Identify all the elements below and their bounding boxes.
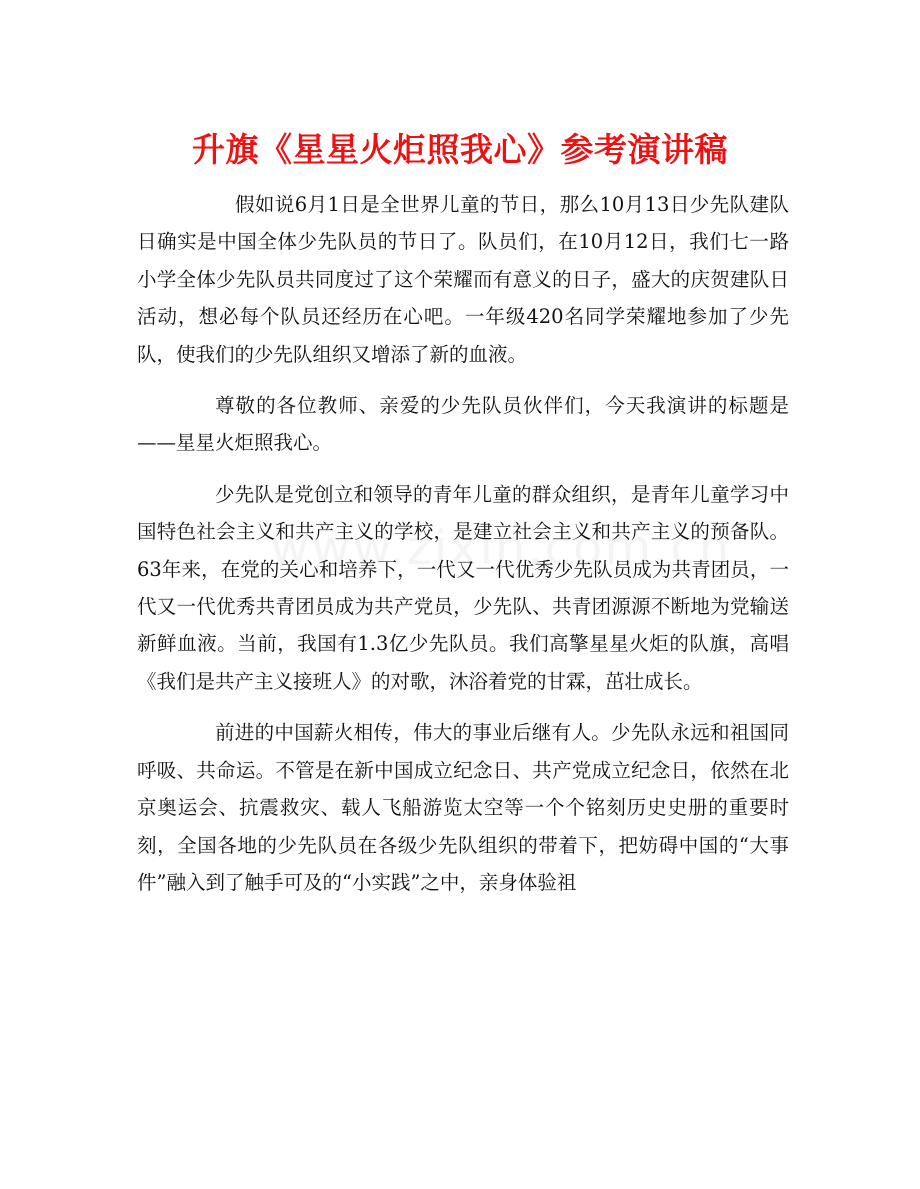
paragraph: 前进的中国薪火相传，伟大的事业后继有人。少先队永远和祖国同呼吸、共命运。不管是在新中国成立纪念日、共产党成立纪念日，依然在北京奥运会、抗震救灾、载人飞船游览太空等一个个铭刻历史史册的重要时刻，全国各地的少先队员在各级少先队组织的带着下，把妨碍中国的“大事件”融入到了触手可及的“小实践”之中，亲身体验祖: [137, 721, 789, 894]
paragraph: 假如说6月1日是全世界儿童的节日，那么10月13日少先队建队日确实是中国全体少先队员的节日了。队员们，在10月12日，我们七一路小学全体少先队员共同度过了这个荣耀而有意义的日子，盛大的庆贺建队日活动，想必每个队员还经历在心吧。一年级420名同学荣耀地参加了少先队，使我们的少先队组织又增添了新的血液。: [137, 193, 789, 366]
paragraph: 尊敬的各位教师、亲爱的少先队员伙伴们，今天我演讲的标题是——星星火炬照我心。: [137, 394, 789, 455]
document-title: 升旗《星星火炬照我心》参考演讲稿: [192, 130, 728, 169]
document-body: [137, 186, 789, 915]
paragraph: 少先队是党创立和领导的青年儿童的群众组织，是青年儿童学习中国特色社会主义和共产主义的学校，是建立社会主义和共产主义的预备队。63年来，在党的关心和培养下，一代又一代优秀少先队员成为共青团员，一代又一代优秀共青团员成为共产党员，少先队、共青团源源不断地为党输送新鲜血液。当前，我国有1.3亿少先队员。我们高擎星星火炬的队旗，高唱《我们是共产主义接班人》的对歌，沐浴着党的甘霖，茁壮成长。: [137, 482, 789, 693]
